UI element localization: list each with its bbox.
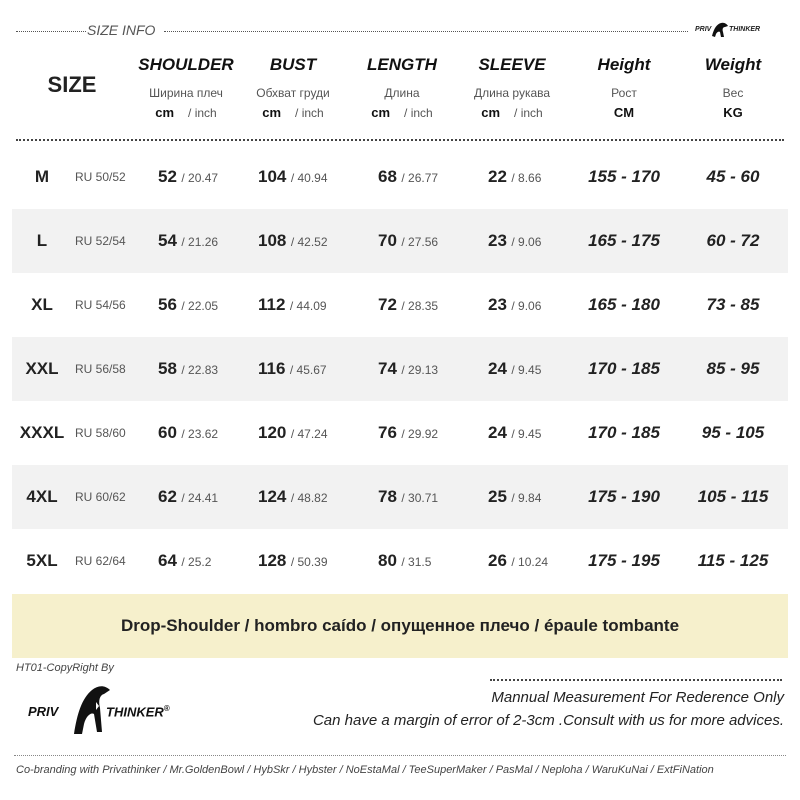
shoulder-cm: 60 [158, 423, 177, 442]
shoulder-value [158, 337, 218, 401]
column-title-ru: Длина [384, 86, 420, 100]
copyright-label: HT01-CopyRight By [16, 662, 114, 674]
bust-value [258, 209, 328, 273]
size-label: 5XL [26, 551, 58, 570]
brand-logo-small [695, 22, 775, 38]
bust-value [258, 529, 328, 593]
column-units [136, 106, 236, 120]
registered-mark: ® [163, 704, 170, 713]
brand-name-right-text: THINKER [106, 704, 164, 720]
sleeve-inch: / 10.24 [511, 555, 549, 569]
shoulder-inch: / 20.47 [181, 171, 219, 185]
bust-column-header [243, 50, 343, 120]
bust-inch: / 44.09 [289, 299, 327, 313]
length-column-header [352, 50, 452, 120]
bust-value [258, 337, 327, 401]
shoulder-value [158, 529, 211, 593]
sleeve-cm: 24 [488, 359, 507, 378]
drop-shoulder-banner: Drop-Shoulder / hombro caído / опущенное плечо / épaule tombante [12, 594, 788, 658]
column-title: Height [597, 55, 651, 74]
bust-inch: / 40.94 [290, 171, 328, 185]
bust-value [258, 465, 328, 529]
shoulder-inch: / 24.41 [181, 491, 219, 505]
column-title: Weight [704, 55, 762, 74]
bust-cm: 124 [258, 487, 287, 506]
length-value [378, 273, 438, 337]
bust-cm: 128 [258, 551, 287, 570]
ru-size: RU 56/58 [75, 362, 126, 376]
unit-inch: / inch [514, 106, 543, 120]
table-row [12, 465, 788, 529]
sleeve-cm: 23 [488, 231, 507, 250]
sleeve-value [488, 273, 541, 337]
column-title-ru: Ширина плеч [149, 86, 223, 100]
height-range: 155 - 170 [588, 167, 660, 186]
shoulder-cm: 62 [158, 487, 177, 506]
sleeve-value [488, 145, 541, 209]
brand-name-right [106, 704, 170, 719]
size-label: M [34, 167, 50, 186]
length-inch: / 31.5 [401, 555, 432, 569]
weight-range: 85 - 95 [706, 359, 760, 378]
sleeve-inch: / 8.66 [511, 171, 542, 185]
shoulder-cm: 54 [158, 231, 177, 250]
shoulder-inch: / 23.62 [181, 427, 219, 441]
shoulder-column-header [136, 50, 236, 120]
column-units [352, 106, 452, 120]
bust-value [258, 401, 328, 465]
bust-cm: 120 [258, 423, 287, 442]
dotted-divider [16, 31, 86, 32]
sleeve-value [488, 401, 541, 465]
size-label: XXXL [19, 423, 65, 442]
weight-range: 95 - 105 [701, 423, 765, 442]
unit-cm: cm [155, 105, 175, 120]
bust-inch: / 42.52 [290, 235, 328, 249]
sleeve-value [488, 209, 541, 273]
size-label: XL [31, 295, 53, 314]
weight-range: 60 - 72 [706, 231, 760, 250]
shoulder-inch: / 22.05 [181, 299, 219, 313]
brand-logo [28, 684, 188, 736]
ru-size: RU 58/60 [75, 426, 126, 440]
height-range: 175 - 195 [588, 551, 660, 570]
height-range: 175 - 190 [588, 487, 660, 506]
column-title-ru: Вес [722, 86, 744, 100]
height-range: 170 - 185 [588, 423, 660, 442]
weight-range: 115 - 125 [697, 551, 769, 570]
weight-column-header [683, 50, 783, 120]
size-info-heading [16, 22, 688, 38]
ru-size: RU 62/64 [75, 554, 126, 568]
length-value [378, 465, 438, 529]
sleeve-inch: / 9.84 [511, 491, 542, 505]
weight-range: 105 - 115 [697, 487, 769, 506]
table-row [12, 273, 788, 337]
height-range: 165 - 175 [588, 231, 660, 250]
unit-cm: cm [371, 105, 391, 120]
unit-cm: cm [481, 105, 501, 120]
ru-size: RU 52/54 [75, 234, 126, 248]
size-info-title: SIZE INFO [87, 22, 156, 38]
sleeve-inch: / 9.45 [511, 363, 542, 377]
sleeve-value [488, 337, 541, 401]
column-units [683, 106, 783, 120]
sleeve-inch: / 9.45 [511, 427, 542, 441]
length-value [378, 401, 438, 465]
panther-logo-icon [711, 22, 729, 38]
sleeve-cm: 24 [488, 423, 507, 442]
height-range: 165 - 180 [588, 295, 660, 314]
column-units [462, 106, 562, 120]
weight-range: 45 - 60 [706, 167, 760, 186]
shoulder-inch: / 22.83 [181, 363, 219, 377]
length-inch: / 27.56 [401, 235, 439, 249]
shoulder-inch: / 21.26 [181, 235, 219, 249]
note-divider [490, 679, 782, 681]
column-units [574, 106, 674, 120]
unit-cm: cm [262, 105, 282, 120]
length-cm: 68 [378, 167, 397, 186]
length-value [378, 209, 438, 273]
sleeve-cm: 23 [488, 295, 507, 314]
brand-name-left: PRIV [28, 704, 59, 719]
bust-value [258, 145, 328, 209]
size-label: XXL [25, 359, 59, 378]
shoulder-value [158, 465, 218, 529]
column-units [243, 106, 343, 120]
sleeve-cm: 25 [488, 487, 507, 506]
length-cm: 72 [378, 295, 397, 314]
table-row [12, 529, 788, 593]
column-title: SLEEVE [478, 55, 546, 74]
brand-name-right: THINKER [729, 26, 761, 33]
column-title: LENGTH [367, 55, 437, 74]
length-inch: / 29.92 [401, 427, 439, 441]
table-row [12, 401, 788, 465]
dotted-divider [164, 31, 688, 32]
ru-size: RU 60/62 [75, 490, 126, 504]
size-label: L [36, 231, 48, 250]
length-value [378, 145, 438, 209]
shoulder-cm: 64 [158, 551, 177, 570]
bust-cm: 112 [258, 295, 286, 314]
bust-cm: 104 [258, 167, 287, 186]
length-cm: 78 [378, 487, 397, 506]
sleeve-value [488, 529, 548, 593]
shoulder-value [158, 401, 218, 465]
column-title-ru: Длина рукава [473, 86, 551, 100]
shoulder-value [158, 145, 218, 209]
cobranding-text: Co-branding with Privathinker / Mr.GoldenBowl / HybSkr / Hybster / NoEstaMal / TeeSuperMaker / PasMal / Neploha / WaruKuNai / ExtFiNation [16, 764, 714, 776]
height-range: 170 - 185 [588, 359, 660, 378]
bust-inch: / 48.82 [290, 491, 328, 505]
length-cm: 76 [378, 423, 397, 442]
length-value [378, 337, 438, 401]
length-cm: 74 [378, 359, 397, 378]
sleeve-cm: 22 [488, 167, 507, 186]
ru-size: RU 50/52 [75, 170, 126, 184]
sleeve-inch: / 9.06 [511, 299, 542, 313]
length-inch: / 28.35 [401, 299, 439, 313]
unit-inch: / inch [404, 106, 433, 120]
column-title-ru: Обхват груди [256, 86, 330, 100]
bust-cm: 108 [258, 231, 287, 250]
bust-cm: 116 [258, 359, 286, 378]
bust-inch: / 50.39 [290, 555, 328, 569]
length-value [378, 529, 431, 593]
sleeve-cm: 26 [488, 551, 507, 570]
sleeve-column-header [462, 50, 562, 120]
footer-divider [14, 755, 786, 756]
sleeve-inch: / 9.06 [511, 235, 542, 249]
header-divider [16, 139, 784, 141]
ru-size: RU 54/56 [75, 298, 126, 312]
shoulder-value [158, 209, 218, 273]
bust-inch: / 45.67 [289, 363, 327, 377]
unit-inch: / inch [295, 106, 324, 120]
table-row [12, 337, 788, 401]
shoulder-cm: 58 [158, 359, 177, 378]
size-column-header: SIZE [47, 72, 97, 97]
column-title: BUST [269, 55, 317, 74]
length-inch: / 30.71 [401, 491, 439, 505]
length-inch: / 29.13 [401, 363, 439, 377]
bust-inch: / 47.24 [290, 427, 328, 441]
table-row [12, 209, 788, 273]
brand-name-left: PRIV [695, 26, 712, 33]
weight-range: 73 - 85 [706, 295, 760, 314]
measurement-note: Mannual Measurement For Rederence Only [491, 689, 784, 706]
column-title: SHOULDER [138, 55, 234, 74]
sleeve-value [488, 465, 541, 529]
unit-label: KG [723, 105, 743, 120]
unit-label: CM [613, 105, 635, 120]
unit-inch: / inch [188, 106, 217, 120]
shoulder-cm: 52 [158, 167, 177, 186]
length-inch: / 26.77 [401, 171, 439, 185]
table-row [12, 145, 788, 209]
shoulder-inch: / 25.2 [181, 555, 212, 569]
shoulder-cm: 56 [158, 295, 177, 314]
length-cm: 70 [378, 231, 397, 250]
column-title-ru: Рост [611, 86, 637, 100]
height-column-header [574, 50, 674, 120]
error-margin-note: Can have a margin of error of 2-3cm .Consult with us for more advices. [312, 712, 784, 729]
shoulder-value [158, 273, 218, 337]
length-cm: 80 [378, 551, 397, 570]
size-label: 4XL [26, 487, 58, 506]
bust-value [258, 273, 327, 337]
